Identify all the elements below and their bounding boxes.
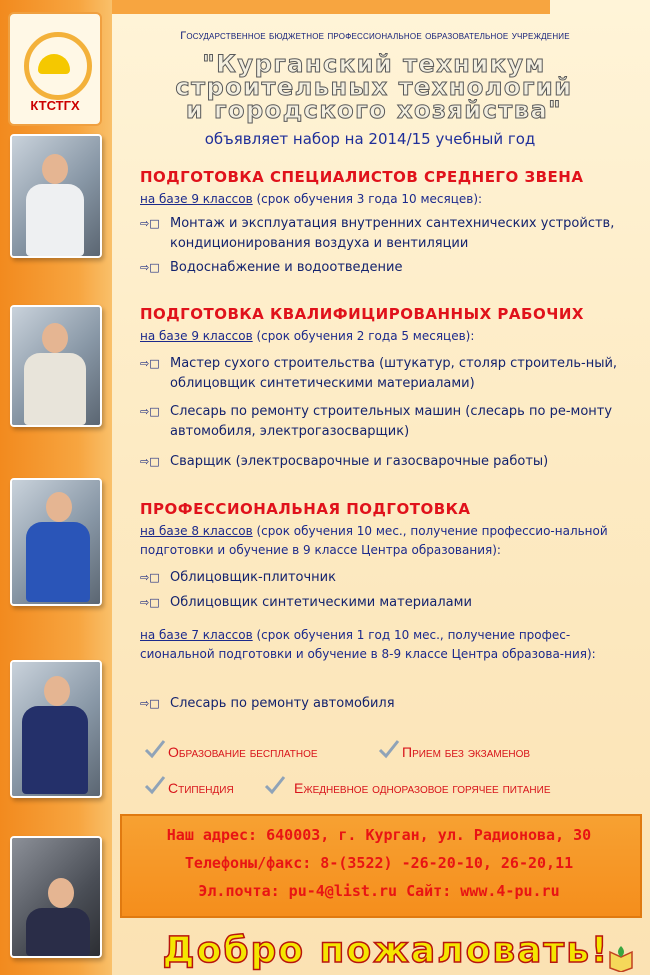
section3-base: на базе 8 классов (срок обучения 10 мес., получение профессио-нальной подготовки и обучение в 9 классе Центра образования): [140, 524, 608, 557]
college-logo [8, 12, 102, 126]
photo-student-welding [10, 478, 102, 606]
book-logo-icon [606, 944, 636, 972]
bullet-arrow-icon: ⇨□ [140, 455, 160, 468]
list-item: ⇨□ Слесарь по ремонту автомобиля [140, 694, 620, 714]
perk-free-education: Образование бесплатное [168, 744, 318, 760]
section-title-mid-level: ПОДГОТОВКА СПЕЦИАЛИСТОВ СРЕДНЕГО ЗВЕНА [140, 168, 584, 186]
list-item: ⇨□ Облицовщик-плиточник [140, 568, 620, 588]
checkmark-icon [144, 774, 166, 796]
title-line-3: и городского хозяйства" [185, 96, 563, 124]
phones-line: Телефоны/факс: 8-(3522) -26-20-10, 26-20,11 [184, 854, 574, 872]
list-item: ⇨□ Мастер сухого строительства (штукатур, столяр строитель-ный, облицовщик синтетическими материалами) [140, 356, 618, 391]
welcome-banner: Добро пожаловать! [162, 930, 610, 971]
perk-no-exams: Прием без экзаменов [402, 744, 531, 760]
list-item: ⇨□ Слесарь по ремонту строительных машин (слесарь по ре-монту автомобиля, электрогазосварщик) [140, 404, 613, 439]
list-item: ⇨□ Монтаж и эксплуатация внутренних сантехнических устройств, кондиционирования воздуха и вентиляции [140, 216, 615, 251]
photo-student-machine [10, 660, 102, 798]
bullet-arrow-icon: ⇨□ [140, 571, 160, 584]
bullet-arrow-icon: ⇨□ [140, 405, 160, 418]
bullet-arrow-icon: ⇨□ [140, 596, 160, 609]
enrollment-announcement: объявляет набор на 2014/15 учебный год [204, 130, 536, 148]
bullet-arrow-icon: ⇨□ [140, 357, 160, 370]
section2-base-link: на базе 9 классов [140, 329, 253, 343]
section1-base: на базе 9 классов (срок обучения 3 года 10 месяцев): [140, 192, 483, 206]
address-line: Наш адрес: 640003, г. Курган, ул. Радионова, 30 [166, 826, 592, 844]
checkmark-icon [378, 738, 400, 760]
bullet-arrow-icon: ⇨□ [140, 217, 160, 230]
checkmark-icon [144, 738, 166, 760]
photo-student-lab [10, 134, 102, 258]
title-line-1: "Курганский техникум [202, 50, 546, 78]
photo-student-car-repair [10, 836, 102, 958]
list-item: ⇨□ Облицовщик синтетическими материалами [140, 593, 620, 613]
perk-stipend: Стипендия [168, 780, 234, 796]
institution-type: Государственное бюджетное профессиональное образовательное учреждение [180, 30, 570, 42]
list-item: ⇨□ Сварщик (электросварочные и газосварочные работы) [140, 452, 620, 472]
list-item: ⇨□ Водоснабжение и водоотведение [140, 258, 620, 278]
section3-base2-link: на базе 7 классов [140, 628, 253, 642]
perk-hot-meal: Ежедневное одноразовое горячее питание [294, 780, 551, 796]
section2-base: на базе 9 классов (срок обучения 2 года 5 месяцев): [140, 329, 475, 343]
section-title-skilled-workers: ПОДГОТОВКА КВАЛИФИЦИРОВАННЫХ РАБОЧИХ [140, 305, 584, 323]
section-title-vocational: ПРОФЕССИОНАЛЬНАЯ ПОДГОТОВКА [140, 500, 471, 518]
checkmark-icon [264, 774, 286, 796]
photo-student-workshop [10, 305, 102, 427]
section3-base2: на базе 7 классов (срок обучения 1 год 10 мес., получение профес-сиональной подготовки и обучение в 8-9 классе Центра образова-ния): [140, 628, 596, 661]
section1-base-link: на базе 9 классов [140, 192, 253, 206]
bullet-arrow-icon: ⇨□ [140, 261, 160, 274]
title-line-2: строительных технологий [175, 73, 573, 101]
logo-text: КТСТГХ [30, 98, 80, 113]
bullet-arrow-icon: ⇨□ [140, 697, 160, 710]
section3-base-link: на базе 8 классов [140, 524, 253, 538]
email-site-line: Эл.почта: pu-4@list.ru Сайт: www.4-pu.ru [198, 882, 560, 900]
